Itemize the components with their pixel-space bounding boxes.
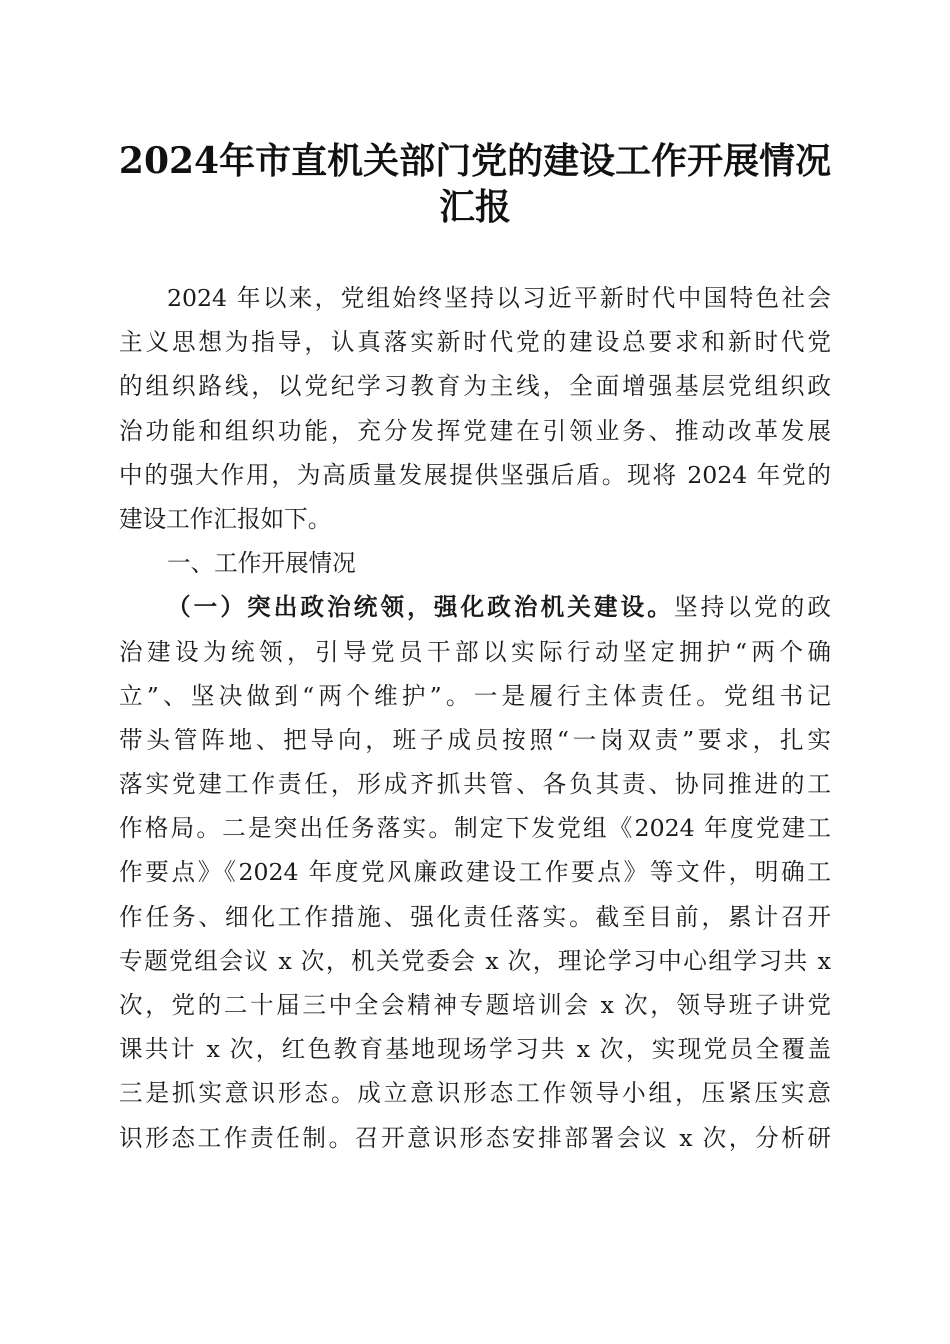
document-body xyxy=(119,276,831,1160)
subsection-line: 次，党的二十届三中全会精神专题培训会 x 次，领导班子讲党 xyxy=(119,991,831,1019)
subsection-line: 课共计 x 次，红色教育基地现场学习共 x 次，实现党员全覆盖 xyxy=(119,1035,831,1064)
intro-line: 2024 年以来，党组始终坚持以习近平新时代中国特色社会 xyxy=(167,284,831,312)
subsection-lead: （一）突出政治统领，强化政治机关建设。 xyxy=(167,593,674,622)
subsection-line: 带头管阵地、把导向，班子成员按照“一岗双责”要求，扎实 xyxy=(119,725,831,754)
title-line-1: 2024年市直机关部门党的建设工作开展情况 xyxy=(118,140,832,182)
subsection-line: 落实党建工作责任，形成齐抓共管、各负其责、协同推进的工 xyxy=(119,770,831,799)
section-heading: 一、工作开展情况 xyxy=(167,549,356,578)
subsection-line: 三是抓实意识形态。成立意识形态工作领导小组，压紧压实意 xyxy=(119,1079,831,1108)
intro-line: 的组织路线，以党纪学习教育为主线，全面增强基层党组织政 xyxy=(119,372,831,401)
subsection-line: 作要点》《2024 年度党风廉政建设工作要点》等文件，明确工 xyxy=(119,858,831,887)
intro-line: 主义思想为指导，认真落实新时代党的建设总要求和新时代党 xyxy=(119,328,831,357)
subsection-line: 作任务、细化工作措施、强化责任落实。截至目前，累计召开 xyxy=(119,902,831,931)
intro-line: 建设工作汇报如下。 xyxy=(119,504,332,533)
subsection-first-line-rest: 坚持以党的政 xyxy=(674,593,832,622)
subsection-line: 治建设为统领，引导党员干部以实际行动坚定拥护“两个确 xyxy=(119,637,831,666)
subsection-line: 专题党组会议 x 次，机关党委会 x 次，理论学习中心组学习共 x xyxy=(119,946,831,975)
subsection-first-line xyxy=(119,585,831,629)
subsection-line: 作格局。二是突出任务落实。制定下发党组《2024 年度党建工 xyxy=(119,814,831,843)
intro-line: 中的强大作用，为高质量发展提供坚强后盾。现将 2024 年党的 xyxy=(119,460,831,489)
document-title xyxy=(90,138,860,230)
intro-line: 治功能和组织功能，充分发挥党建在引领业务、推动改革发展 xyxy=(119,416,831,445)
title-line-2: 汇报 xyxy=(438,186,511,228)
subsection-line: 立”、坚决做到“两个维护”。一是履行主体责任。党组书记 xyxy=(119,681,831,710)
subsection-line: 识形态工作责任制。召开意识形态安排部署会议 x 次，分析研 xyxy=(119,1123,831,1152)
